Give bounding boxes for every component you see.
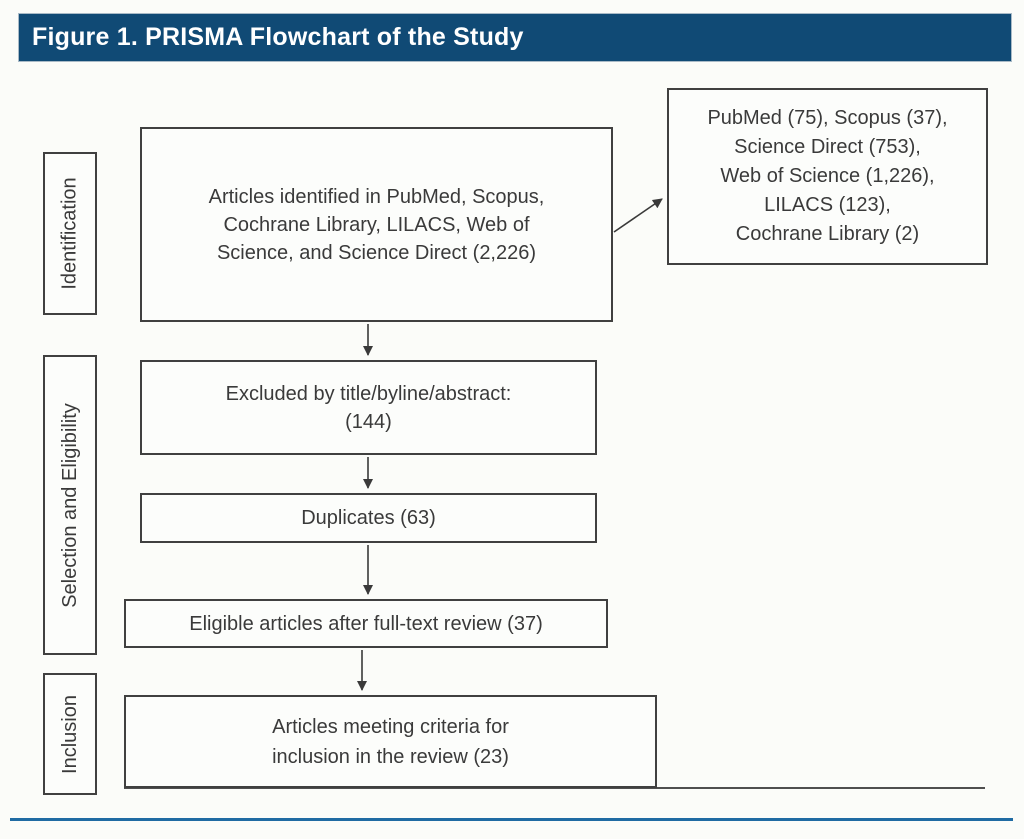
flow-box-included-line2: inclusion in the review (23) (272, 745, 509, 768)
flow-box-articles-identified-line1: Articles identified in PubMed, Scopus, (208, 185, 545, 208)
flow-box-sources-line3: Web of Science (1,226), (720, 165, 935, 187)
stage-label-inclusion (43, 673, 97, 795)
flow-box-duplicates (140, 493, 597, 543)
flow-box-eligible (124, 599, 608, 648)
flow-box-excluded-line1: Excluded by title/byline/abstract: (225, 382, 512, 405)
arrow-identified-to-sources (614, 199, 662, 232)
flow-box-included (124, 695, 657, 788)
flow-box-articles-identified-line2: Cochrane Library, LILACS, Web of (223, 213, 530, 236)
flow-box-included-line1: Articles meeting criteria for (272, 715, 509, 738)
flow-box-sources-line2: Science Direct (753), (734, 136, 921, 158)
flow-box-sources-line4: LILACS (123), (764, 194, 891, 216)
stage-label-identification (43, 152, 97, 315)
stage-label-identification-text: Identification (58, 177, 81, 290)
stage-label-selection-eligibility (43, 355, 97, 655)
bottom-rule-blue (10, 818, 1013, 821)
flow-box-duplicates-line1: Duplicates (63) (301, 507, 436, 529)
figure-title-bar (18, 13, 1012, 62)
flow-box-excluded-line2: (144) (345, 410, 392, 433)
flow-box-excluded (140, 360, 597, 455)
flow-box-sources-line5: Cochrane Library (2) (735, 223, 920, 245)
flow-box-sources-breakdown (667, 88, 988, 265)
stage-label-inclusion-text: Inclusion (58, 694, 81, 774)
stage-label-selection-eligibility-text: Selection and Eligibility (58, 402, 81, 608)
flow-box-articles-identified-line3: Science, and Science Direct (2,226) (216, 241, 537, 264)
flow-box-eligible-line1: Eligible articles after full-text review (37) (189, 612, 543, 635)
flow-box-sources-line1: PubMed (75), Scopus (37), (707, 107, 948, 129)
flow-box-articles-identified (140, 127, 613, 322)
figure-title: Figure 1. PRISMA Flowchart of the Study (32, 23, 524, 51)
